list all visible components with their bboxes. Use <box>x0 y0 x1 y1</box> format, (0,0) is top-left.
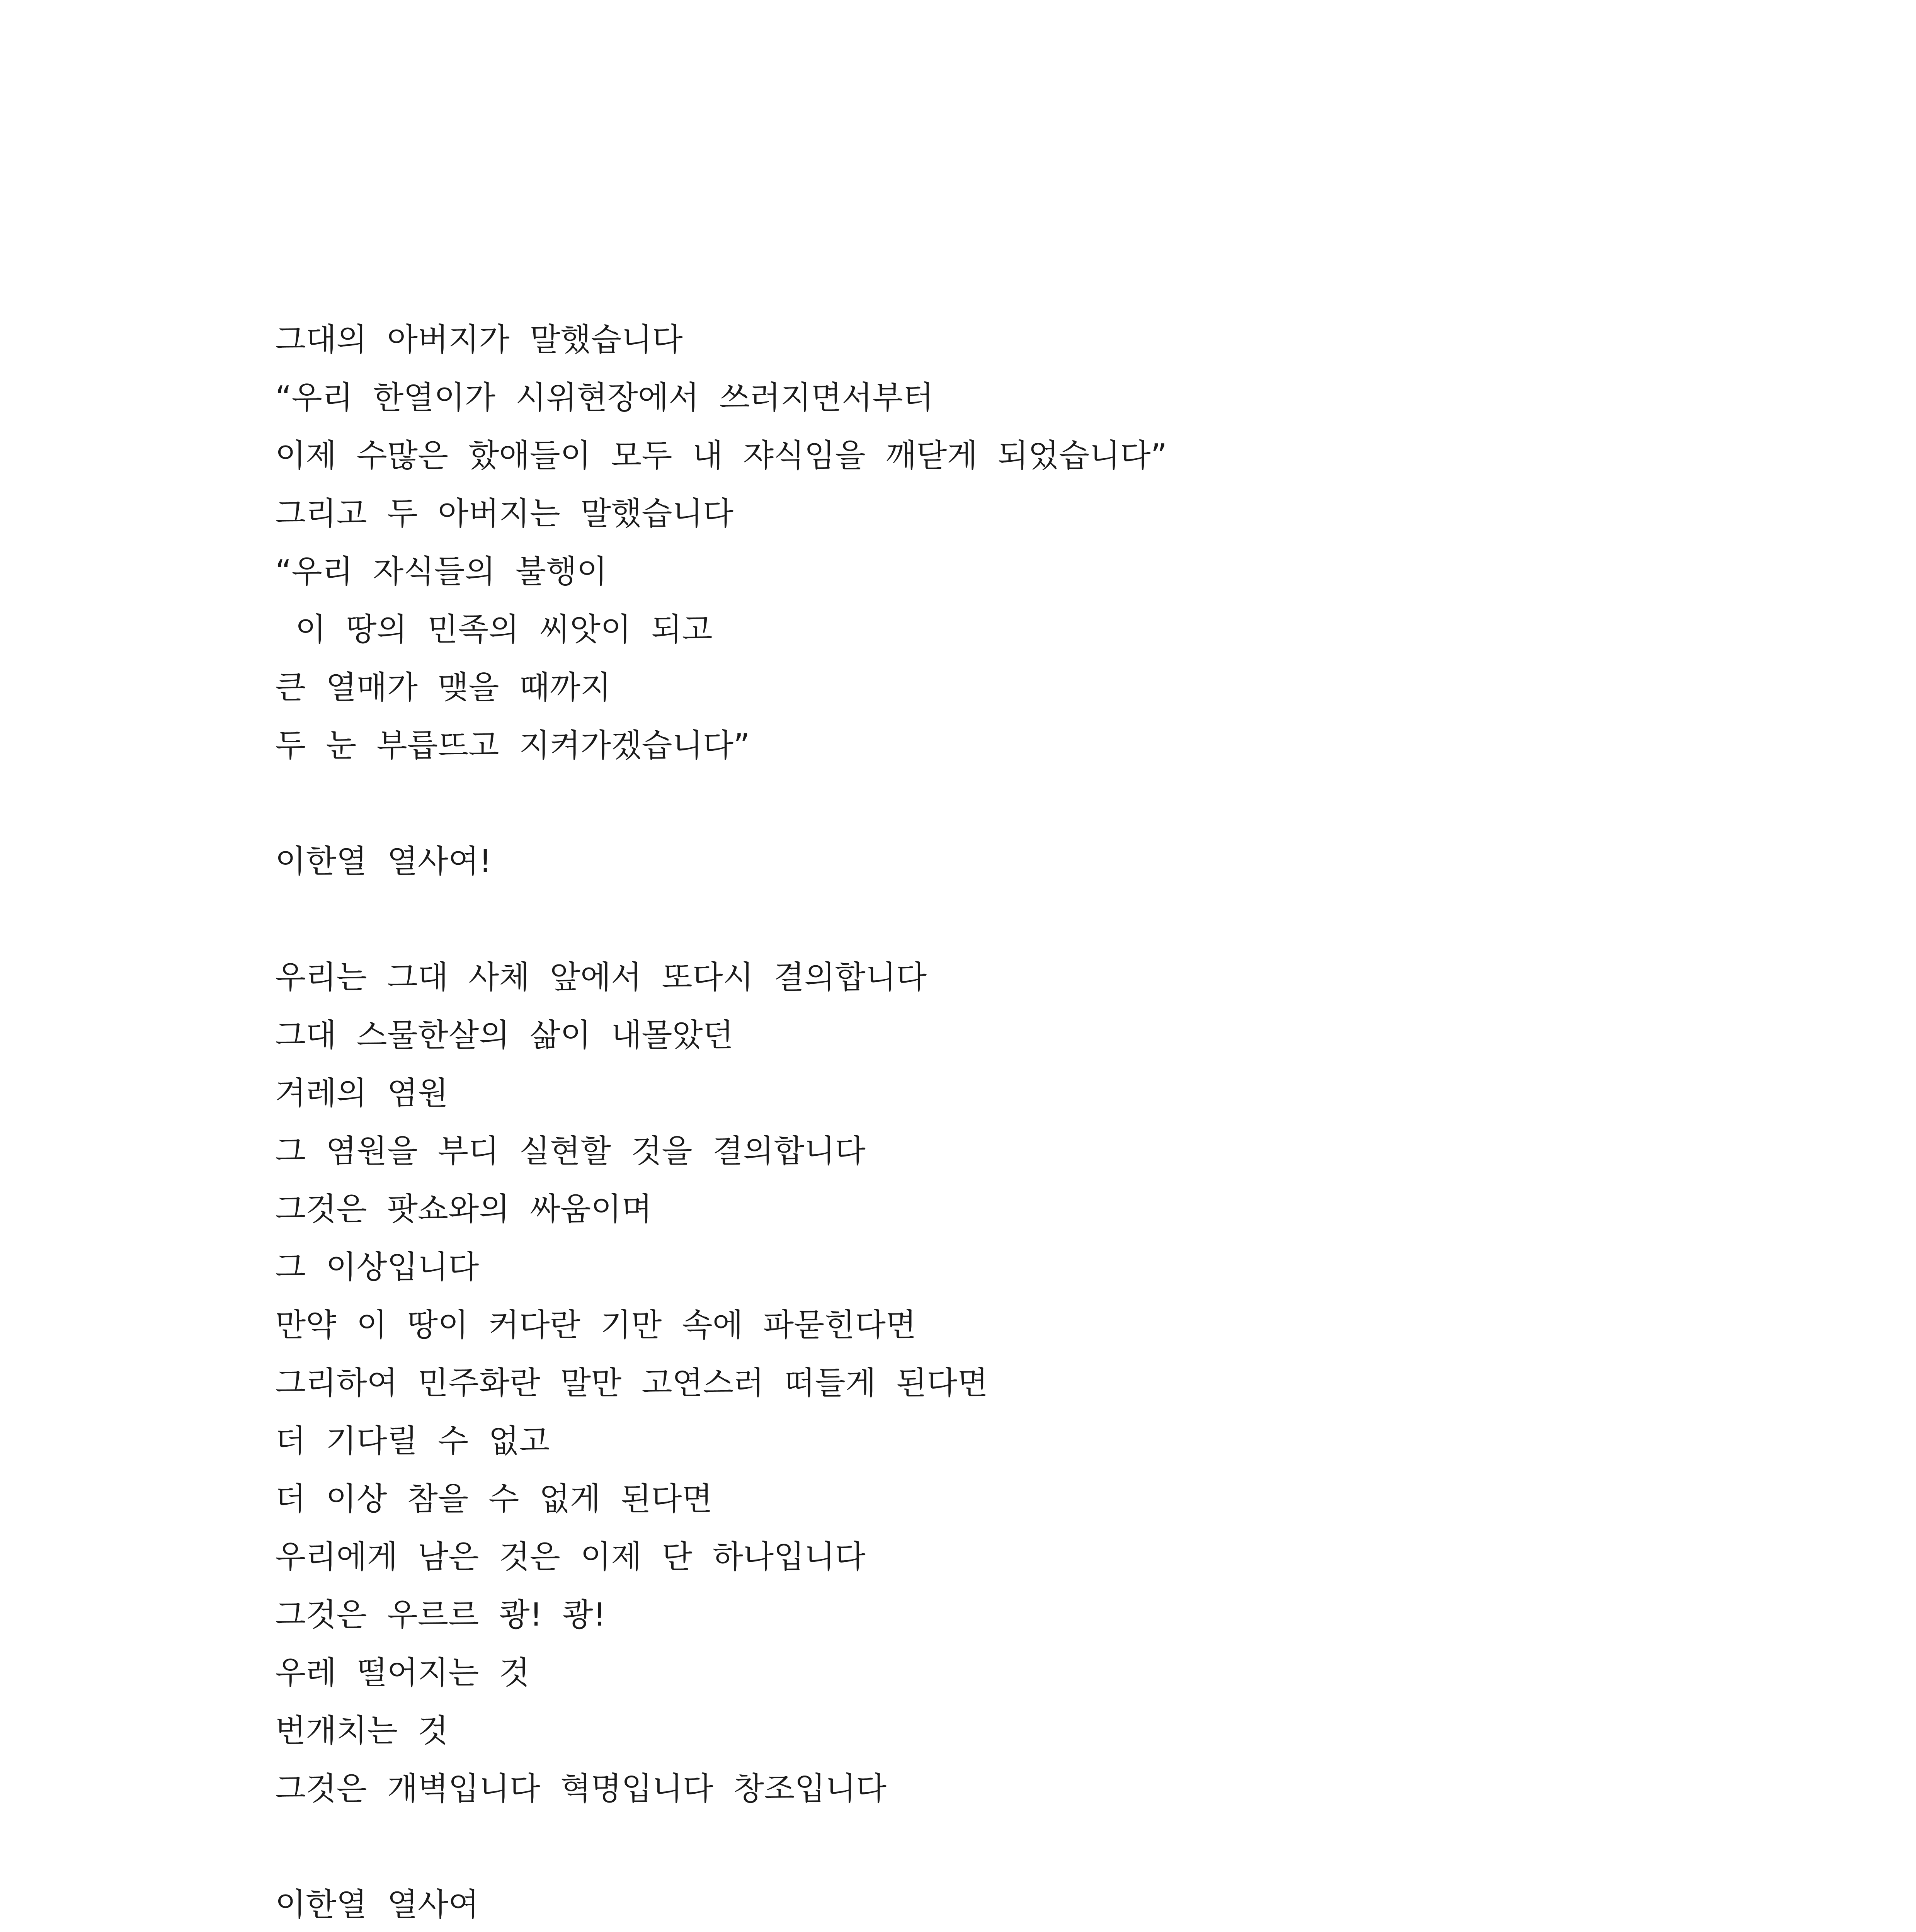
stanza-break <box>275 891 1782 949</box>
poem-line: 번개치는 것 <box>275 1713 449 1749</box>
poem-line: 그것은 우르르 쾅! 쾅! <box>275 1597 606 1633</box>
poem-line: 겨레의 염원 <box>275 1075 449 1112</box>
stanza-1 <box>275 311 1782 775</box>
poem-line: 큰 열매가 맺을 때까지 <box>275 669 611 706</box>
poem-line: 그대 스물한살의 삶이 내몰았던 <box>275 1017 733 1054</box>
poem-line: 우리에게 남은 것은 이제 단 하나입니다 <box>275 1539 866 1575</box>
poem-line: 이 땅의 민족의 씨앗이 되고 <box>275 611 713 648</box>
invocation-line: 이한열 열사여 <box>275 1886 479 1923</box>
poem-line: 그리고 두 아버지는 말했습니다 <box>275 495 733 532</box>
poem-line: 그대의 아버지가 말했습니다 <box>275 321 683 358</box>
poem-line: 그것은 팟쇼와의 싸움이며 <box>275 1191 652 1228</box>
invocation-line: 이한열 열사여! <box>275 843 492 880</box>
stanza-break <box>275 1818 1782 1876</box>
stanza-break <box>275 775 1782 833</box>
poem-line: 그리하여 민주화란 말만 고연스러 떠들게 된다면 <box>275 1365 988 1401</box>
poem-line: 이제 수많은 핬애들이 모두 내 쟈식임을 깨닫게 되었습니다” <box>275 437 1167 474</box>
poem-line: “우리 자식들의 불행이 <box>275 553 607 590</box>
poem-line: 두 눈 부릅뜨고 지켜가겠습니다” <box>275 727 750 764</box>
poem-body <box>275 311 1782 1932</box>
poem-line: 더 이상 참을 수 없게 된다면 <box>275 1481 713 1517</box>
poem-line: 그 이상입니다 <box>275 1249 479 1286</box>
poem-line: 우리는 그대 사체 앞에서 또다시 결의합니다 <box>275 959 927 996</box>
poem-line: 그 염원을 부디 실현할 것을 결의합니다 <box>275 1133 866 1170</box>
poem-line: 우레 떨어지는 것 <box>275 1655 530 1691</box>
poem-line: 그것은 개벽입니다 혁명입니다 창조입니다 <box>275 1770 887 1807</box>
poem-line: 더 기다릴 수 없고 <box>275 1423 550 1459</box>
poem-line: 만약 이 땅이 커다란 기만 속에 파묻힌다면 <box>275 1307 916 1344</box>
poem-line: “우리 한열이가 시위현장에서 쓰러지면서부터 <box>275 379 934 416</box>
stanza-2 <box>275 949 1782 1818</box>
